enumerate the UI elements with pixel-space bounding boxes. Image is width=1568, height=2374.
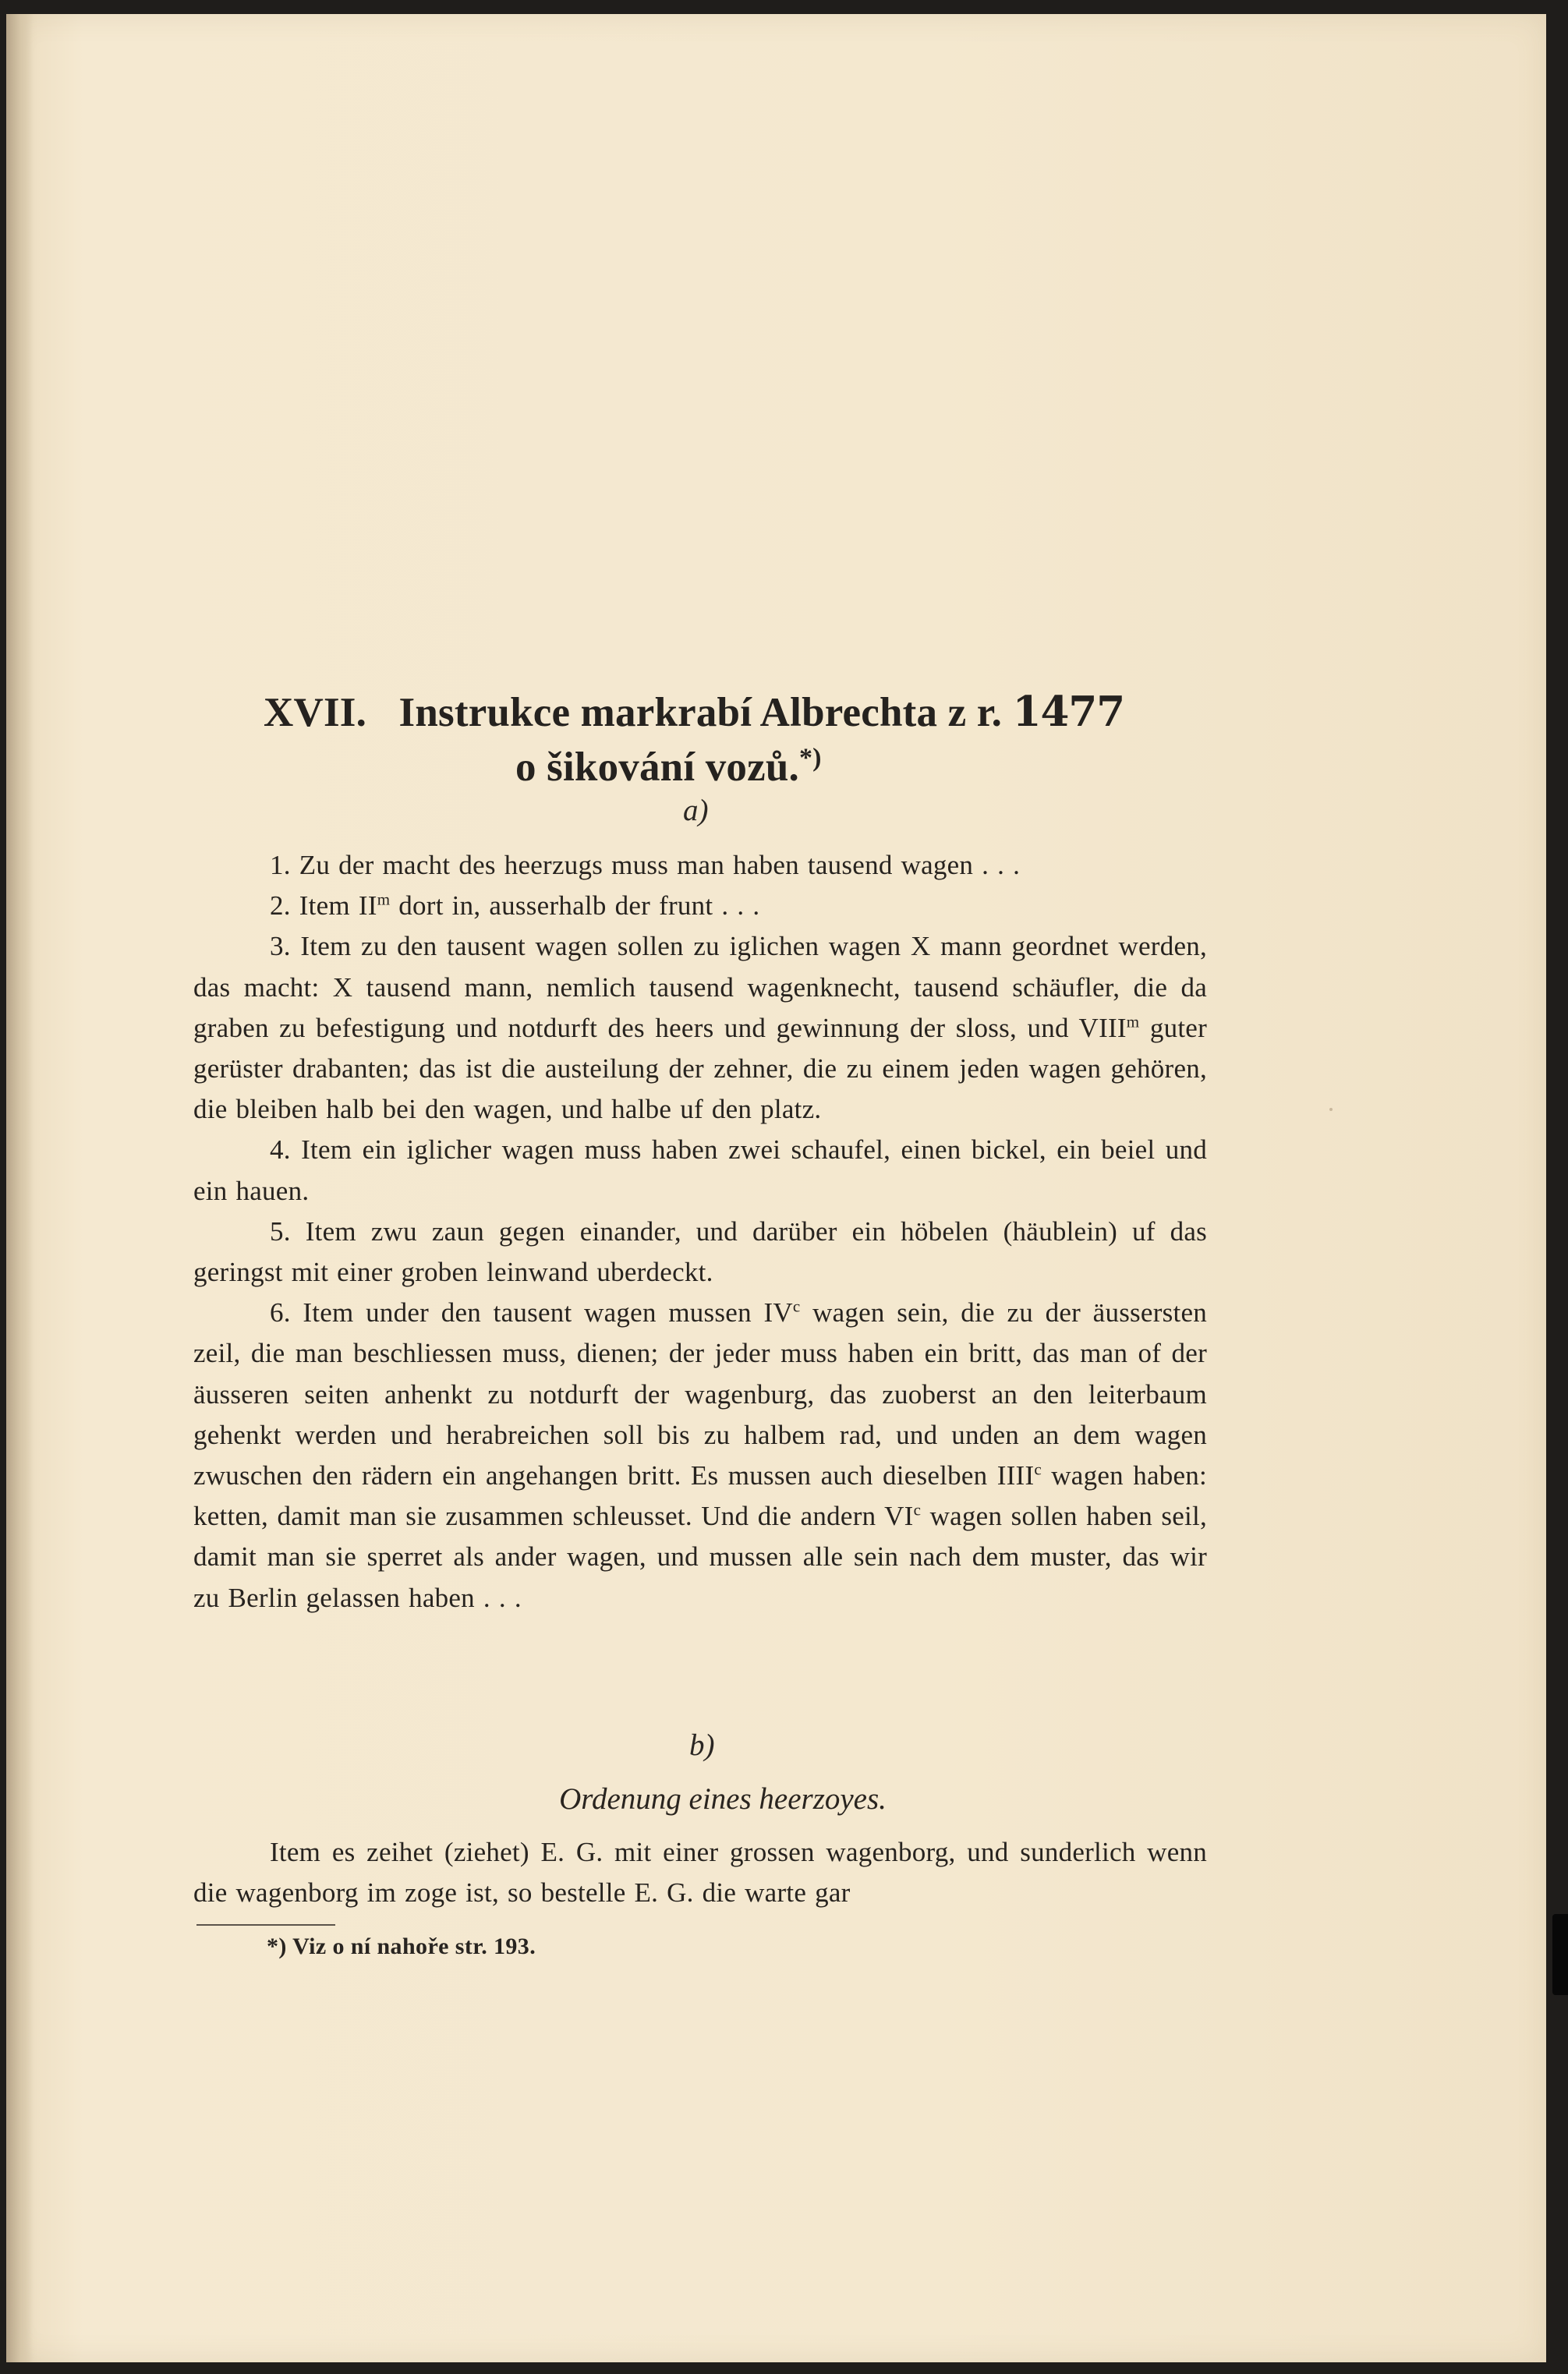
title-second-line-text: o šikování vozů. <box>515 744 799 790</box>
section-b-subtitle: Ordenung eines heerzoyes. <box>559 1782 887 1816</box>
paper-speck <box>1329 1108 1333 1111</box>
footnote-rule <box>196 1924 335 1926</box>
section-b-paragraph: Item es zeihet (ziehet) E. G. mit einer grossen wagenborg, und sunderlich wenn die wagenborg im zoge ist, so bestelle E. G. die warte gar <box>193 1837 1207 1909</box>
paragraph-3-before: 3. Item zu den tausent wagen sollen zu iglichen wagen X mann geordnet werden, das macht: X tausend mann, nemlich tausend wagenknecht, tausend schäufler, die da graben zu befestigung und notdurft des heers und gewinnung der sloss, und VIII <box>193 931 1207 1043</box>
paragraph-3-superscript: m <box>1126 1012 1140 1031</box>
paragraph-6-part-1: 6. Item under den tausent wagen mussen IV <box>270 1297 793 1329</box>
paragraph-3-after: guter gerüster drabanten; das ist die austeilung der zehner, die zu einem jeden wagen gehören, die bleiben halb bei den wagen, und halbe uf den platz. <box>193 1012 1207 1125</box>
section-a-body <box>193 845 1207 1619</box>
paragraph-6-part-2: wagen sein, die zu der äussersten zeil, die man beschliessen muss, dienen; der jeder muss haben ein britt, das man of der äusseren seiten anhenkt zu notdurft der wagenburg, das zuoberst an den leiterbaum gehenkt werden und herabreichen soll bis zu halbem rad, und unden an dem wagen zwuschen den rädern ein angehangen britt. Es mussen auch dieselben IIII <box>193 1297 1208 1491</box>
paragraph-5: 5. Item zwu zaun gegen einander, und darüber ein höbelen (häublein) uf das geringst mit einer groben leinwand uberdeckt. <box>193 1215 1207 1288</box>
title-roman-numeral: XVII. <box>264 689 367 735</box>
section-b-body <box>193 1832 1207 1913</box>
paragraph-1: 1. Zu der macht des heerzugs muss man haben tausend wagen . . . <box>270 850 1021 880</box>
paragraph-6-superscript-2: c <box>1034 1459 1042 1479</box>
footnote: *) Viz o ní nahoře str. 193. <box>267 1934 536 1959</box>
paragraph-6 <box>193 1293 1207 1619</box>
section-a-label: a) <box>683 794 709 827</box>
paragraph-2 <box>193 886 1207 926</box>
title-second-line <box>515 740 1184 794</box>
paragraph-6-superscript-3: c <box>913 1500 922 1520</box>
document-title <box>264 685 1184 794</box>
title-main-text: Instrukce markrabí Albrechta z r. <box>398 689 1003 735</box>
paragraph-2-before: 2. Item II <box>270 890 377 922</box>
paragraph-4: 4. Item ein iglicher wagen muss haben zwei schaufel, einen bickel, ein beiel und ein hauen. <box>193 1134 1207 1206</box>
title-footnote-mark: *) <box>798 742 822 772</box>
section-b-label: b) <box>689 1728 715 1762</box>
paragraph-3 <box>193 926 1207 1130</box>
right-edge-black-mark <box>1552 1914 1568 1995</box>
paragraph-6-part-3: wagen haben: ketten, damit man sie zusammen schleusset. Und die andern VI <box>193 1460 1207 1532</box>
title-first-line <box>264 685 1184 740</box>
title-year: 1477 <box>1012 687 1125 736</box>
paragraph-2-superscript: m <box>377 890 391 909</box>
paragraph-6-part-4: wagen sollen haben seil, damit man sie sperret als ander wagen, und mussen alle sein nach dem muster, das wir zu Berlin gelassen haben . . . <box>193 1501 1207 1613</box>
paragraph-6-superscript-1: c <box>792 1297 801 1316</box>
paragraph-2-after: dort in, ausserhalb der frunt . . . <box>390 890 760 922</box>
